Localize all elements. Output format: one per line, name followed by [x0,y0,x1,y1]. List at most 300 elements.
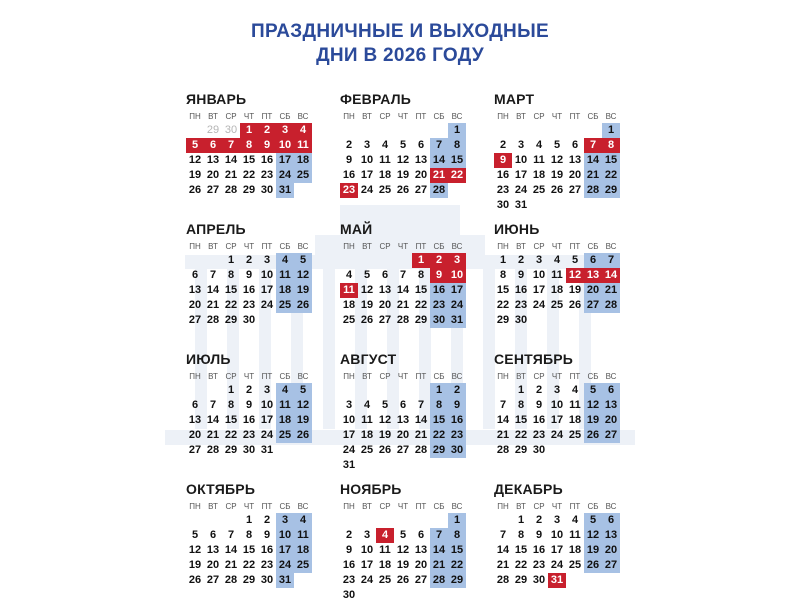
month-6 [494,220,648,350]
work-day: 6 [191,269,199,281]
work-day: 28 [206,444,220,456]
work-day: 22 [496,299,510,311]
work-day: 30 [532,444,546,456]
weekend-day: 16 [448,413,466,428]
work-day: 26 [378,444,392,456]
work-day: 24 [360,184,374,196]
weekday-label: ЧТ [551,112,563,121]
weekend-day: 21 [602,283,620,298]
weekday-label: ВС [297,112,309,121]
weekday-label: СР [225,112,237,121]
weekday-label: СБ [433,112,445,121]
work-day: 22 [514,559,528,571]
work-day: 19 [550,169,564,181]
weekend-day: 24 [276,168,294,183]
work-day: 30 [342,589,356,601]
work-day: 3 [263,254,271,266]
month-4 [186,220,340,350]
weekend-day: 25 [276,298,294,313]
month-name: НОЯБРЬ [340,481,402,497]
work-day: 31 [342,459,356,471]
weekday-label: ПТ [261,112,273,121]
weekend-day: 18 [276,413,294,428]
weekend-day: 21 [584,168,602,183]
weekday-label: ВС [605,372,617,381]
work-day: 3 [263,384,271,396]
work-day: 22 [224,299,238,311]
work-day: 25 [378,574,392,586]
work-day: 13 [206,154,220,166]
work-day: 29 [514,444,528,456]
work-day: 24 [360,574,374,586]
month-3 [494,90,648,220]
work-day: 5 [191,529,199,541]
empty-cell [494,123,512,138]
work-day: 11 [379,544,391,556]
weekend-day: 4 [276,253,294,268]
weekday-label: ВС [451,372,463,381]
work-day: 30 [242,314,256,326]
weekend-day: 12 [294,398,312,413]
work-day: 19 [378,429,392,441]
work-day: 5 [553,139,561,151]
weekend-day: 22 [448,558,466,573]
weekday-label: ЧТ [397,112,409,121]
work-day: 4 [363,399,371,411]
weekend-day: 29 [448,573,466,588]
weekday-label: ВТ [208,242,218,251]
weekday-label: ЧТ [243,502,255,511]
work-day: 14 [496,544,510,556]
work-day: 17 [360,169,374,181]
work-day: 7 [209,399,217,411]
holiday-day: 1 [240,123,258,138]
weekday-label: СР [533,112,545,121]
weekend-day: 22 [602,168,620,183]
weekend-day: 24 [276,558,294,573]
work-day: 9 [263,529,271,541]
empty-cell [340,123,358,138]
work-day: 28 [396,314,410,326]
work-day: 25 [360,444,374,456]
weekend-day: 20 [584,283,602,298]
weekend-day: 12 [584,528,602,543]
work-day: 17 [514,169,528,181]
weekday-label: СБ [433,242,445,251]
holiday-day: 22 [448,168,466,183]
weekday-label: ПН [497,502,509,511]
empty-cell [358,253,376,268]
work-day: 19 [568,284,582,296]
work-day: 2 [345,529,353,541]
work-day: 21 [496,429,510,441]
weekday-label: ВТ [362,502,372,511]
work-day: 30 [532,574,546,586]
holiday-day: 9 [258,138,276,153]
work-day: 29 [242,184,256,196]
weekday-header [340,241,494,253]
weekday-label: ЧТ [243,112,255,121]
holiday-day: 3 [276,123,294,138]
work-day: 13 [188,414,202,426]
weekend-day: 31 [276,573,294,588]
work-day: 17 [550,414,564,426]
work-day: 7 [209,269,217,281]
work-day: 10 [360,544,374,556]
work-day: 10 [360,154,374,166]
weekday-label: ЧТ [397,502,409,511]
work-day: 13 [414,154,428,166]
weekend-day: 23 [448,428,466,443]
work-day: 31 [260,444,274,456]
work-day: 12 [396,154,410,166]
work-day: 6 [399,399,407,411]
work-day: 26 [568,299,582,311]
work-day: 22 [242,559,256,571]
holiday-day: 7 [584,138,602,153]
work-day: 8 [227,269,235,281]
work-day: 14 [206,414,220,426]
work-day: 4 [381,139,389,151]
empty-cell [376,513,394,528]
work-day: 6 [417,139,425,151]
empty-cell [394,253,412,268]
empty-cell [358,383,376,398]
work-day: 5 [363,269,371,281]
empty-cell [222,513,240,528]
weekend-day: 28 [584,183,602,198]
days-grid [186,383,340,458]
work-day: 2 [245,254,253,266]
work-day: 10 [342,414,356,426]
holiday-day: 9 [494,153,512,168]
weekend-day: 28 [430,573,448,588]
weekday-header [494,501,648,513]
weekend-day: 20 [602,413,620,428]
holiday-day: 4 [294,123,312,138]
weekday-label: СБ [279,112,291,121]
month-7 [186,350,340,480]
work-day: 14 [224,154,238,166]
page-title [0,20,800,68]
work-day: 3 [363,529,371,541]
work-day: 20 [568,169,582,181]
work-day: 9 [535,399,543,411]
work-day: 30 [496,199,510,211]
work-day: 15 [224,284,238,296]
work-day: 30 [260,574,274,586]
work-day: 16 [260,544,274,556]
work-day: 21 [396,299,410,311]
work-day: 31 [514,199,528,211]
work-day: 16 [342,169,356,181]
weekend-day: 5 [584,513,602,528]
weekend-day: 26 [294,298,312,313]
work-day: 11 [533,154,545,166]
weekend-day: 1 [602,123,620,138]
work-day: 6 [571,139,579,151]
work-day: 3 [535,254,543,266]
work-day: 14 [206,284,220,296]
work-day: 25 [568,429,582,441]
weekend-day: 8 [448,528,466,543]
holiday-day: 11 [340,283,358,298]
empty-cell [376,253,394,268]
weekday-label: ВС [605,242,617,251]
work-day: 24 [342,444,356,456]
weekday-label: ПТ [261,242,273,251]
work-day: 19 [188,169,202,181]
weekday-label: ЧТ [243,242,255,251]
work-day: 27 [188,444,202,456]
weekend-day: 17 [448,283,466,298]
holiday-day: 2 [430,253,448,268]
work-day: 21 [496,559,510,571]
month-1 [186,90,340,220]
work-day: 23 [242,299,256,311]
weekday-label: ПТ [415,242,427,251]
weekday-label: ВТ [208,502,218,511]
weekend-day: 14 [430,153,448,168]
weekend-day: 24 [448,298,466,313]
empty-cell [412,383,430,398]
work-day: 1 [227,254,235,266]
work-day: 10 [260,399,274,411]
work-day: 8 [499,269,507,281]
work-day: 18 [532,169,546,181]
work-day: 29 [242,574,256,586]
weekday-label: ВТ [516,112,526,121]
weekend-day: 25 [294,558,312,573]
work-day: 20 [396,429,410,441]
month-9 [494,350,648,480]
weekend-day: 27 [584,298,602,313]
prev-month-day: 30 [224,124,238,136]
weekday-label: ПН [343,502,355,511]
work-day: 4 [535,139,543,151]
work-day: 29 [514,574,528,586]
work-day: 15 [242,544,256,556]
weekday-label: СР [533,502,545,511]
work-day: 12 [360,284,374,296]
weekday-header [494,371,648,383]
weekday-label: СБ [433,502,445,511]
holiday-day: 1 [412,253,430,268]
empty-cell [204,253,222,268]
weekend-day: 18 [294,153,312,168]
days-grid [340,383,494,473]
work-day: 27 [188,314,202,326]
month-name: ФЕВРАЛЬ [340,91,412,107]
work-day: 29 [414,314,428,326]
empty-cell [512,123,530,138]
work-day: 3 [345,399,353,411]
work-day: 18 [378,169,392,181]
work-day: 11 [379,154,391,166]
work-day: 13 [414,544,428,556]
month-name: ИЮЛЬ [186,351,231,367]
work-day: 13 [396,414,410,426]
work-day: 24 [550,559,564,571]
weekday-header [494,111,648,123]
weekday-label: ЧТ [551,242,563,251]
work-day: 29 [224,314,238,326]
weekday-header [340,371,494,383]
work-day: 1 [499,254,507,266]
weekend-day: 5 [294,383,312,398]
weekend-day: 19 [294,283,312,298]
empty-cell [204,383,222,398]
work-day: 15 [496,284,510,296]
work-day: 24 [260,429,274,441]
weekend-day: 8 [430,398,448,413]
weekday-label: СБ [587,372,599,381]
weekday-label: ПН [189,502,201,511]
weekday-label: СР [225,372,237,381]
empty-cell [340,513,358,528]
weekday-label: СР [379,502,391,511]
days-grid [494,253,648,328]
work-day: 17 [260,414,274,426]
work-day: 8 [517,399,525,411]
holiday-day: 12 [566,268,584,283]
calendar-grid [186,90,648,610]
month-name: ОКТЯБРЬ [186,481,256,497]
empty-cell [566,123,584,138]
month-name: АВГУСТ [340,351,397,367]
work-day: 29 [224,444,238,456]
work-day: 4 [345,269,353,281]
work-day: 28 [224,184,238,196]
weekday-label: ВС [605,112,617,121]
work-day: 15 [414,284,428,296]
weekday-label: СБ [279,242,291,251]
weekday-label: ПН [189,242,201,251]
days-grid [494,383,648,458]
empty-cell [412,123,430,138]
weekday-label: СБ [587,242,599,251]
weekday-label: ВТ [362,242,372,251]
title-line-2: ДНИ В 2026 ГОДУ [316,45,484,66]
weekend-day: 7 [602,253,620,268]
work-day: 22 [414,299,428,311]
work-day: 6 [209,529,217,541]
holiday-day: 8 [602,138,620,153]
work-day: 1 [245,514,253,526]
work-day: 27 [396,444,410,456]
weekend-day: 26 [584,558,602,573]
work-day: 6 [381,269,389,281]
work-day: 9 [345,544,353,556]
weekend-day: 12 [584,398,602,413]
weekday-label: ВС [451,112,463,121]
work-day: 2 [245,384,253,396]
work-day: 7 [417,399,425,411]
weekday-label: СБ [433,372,445,381]
weekday-label: ВС [297,502,309,511]
empty-cell [186,123,204,138]
work-day: 17 [532,284,546,296]
weekend-day: 19 [584,413,602,428]
work-day: 17 [550,544,564,556]
work-day: 14 [224,544,238,556]
work-day: 12 [396,544,410,556]
weekend-day: 29 [602,183,620,198]
days-grid [340,513,494,603]
work-day: 16 [514,284,528,296]
work-day: 25 [342,314,356,326]
work-day: 30 [514,314,528,326]
work-day: 19 [188,559,202,571]
weekend-day: 26 [294,428,312,443]
work-day: 21 [224,559,238,571]
work-day: 7 [227,529,235,541]
weekday-header [186,501,340,513]
weekday-label: СБ [587,502,599,511]
weekend-day: 1 [448,123,466,138]
weekday-label: ПТ [261,502,273,511]
work-day: 8 [227,399,235,411]
holiday-day: 5 [186,138,204,153]
work-day: 26 [550,184,564,196]
empty-cell [430,513,448,528]
work-day: 19 [360,299,374,311]
work-day: 2 [345,139,353,151]
work-day: 9 [245,269,253,281]
weekend-day: 20 [602,543,620,558]
weekend-day: 3 [276,513,294,528]
weekend-day: 30 [430,313,448,328]
work-day: 16 [242,414,256,426]
work-day: 7 [499,399,507,411]
work-day: 17 [260,284,274,296]
weekday-label: СР [379,372,391,381]
work-day: 10 [550,529,564,541]
weekday-label: ВТ [516,372,526,381]
work-day: 16 [532,544,546,556]
work-day: 2 [535,514,543,526]
holiday-day: 3 [448,253,466,268]
work-day: 2 [263,514,271,526]
empty-cell [358,513,376,528]
weekend-day: 4 [276,383,294,398]
days-grid [340,123,494,198]
work-day: 10 [260,269,274,281]
weekend-day: 29 [430,443,448,458]
weekday-label: ПН [497,112,509,121]
weekday-label: СБ [587,112,599,121]
prev-month-day: 29 [206,124,220,136]
empty-cell [204,513,222,528]
weekday-label: СР [225,242,237,251]
empty-cell [340,253,358,268]
weekday-label: ЧТ [551,372,563,381]
work-day: 23 [242,429,256,441]
work-day: 18 [550,284,564,296]
work-day: 14 [396,284,410,296]
work-day: 5 [381,399,389,411]
work-day: 26 [396,184,410,196]
work-day: 24 [260,299,274,311]
weekday-label: ПН [189,372,201,381]
work-day: 21 [206,299,220,311]
month-name: ИЮНЬ [494,221,540,237]
weekday-header [494,241,648,253]
work-day: 4 [553,254,561,266]
empty-cell [412,513,430,528]
work-day: 20 [206,169,220,181]
work-day: 28 [206,314,220,326]
